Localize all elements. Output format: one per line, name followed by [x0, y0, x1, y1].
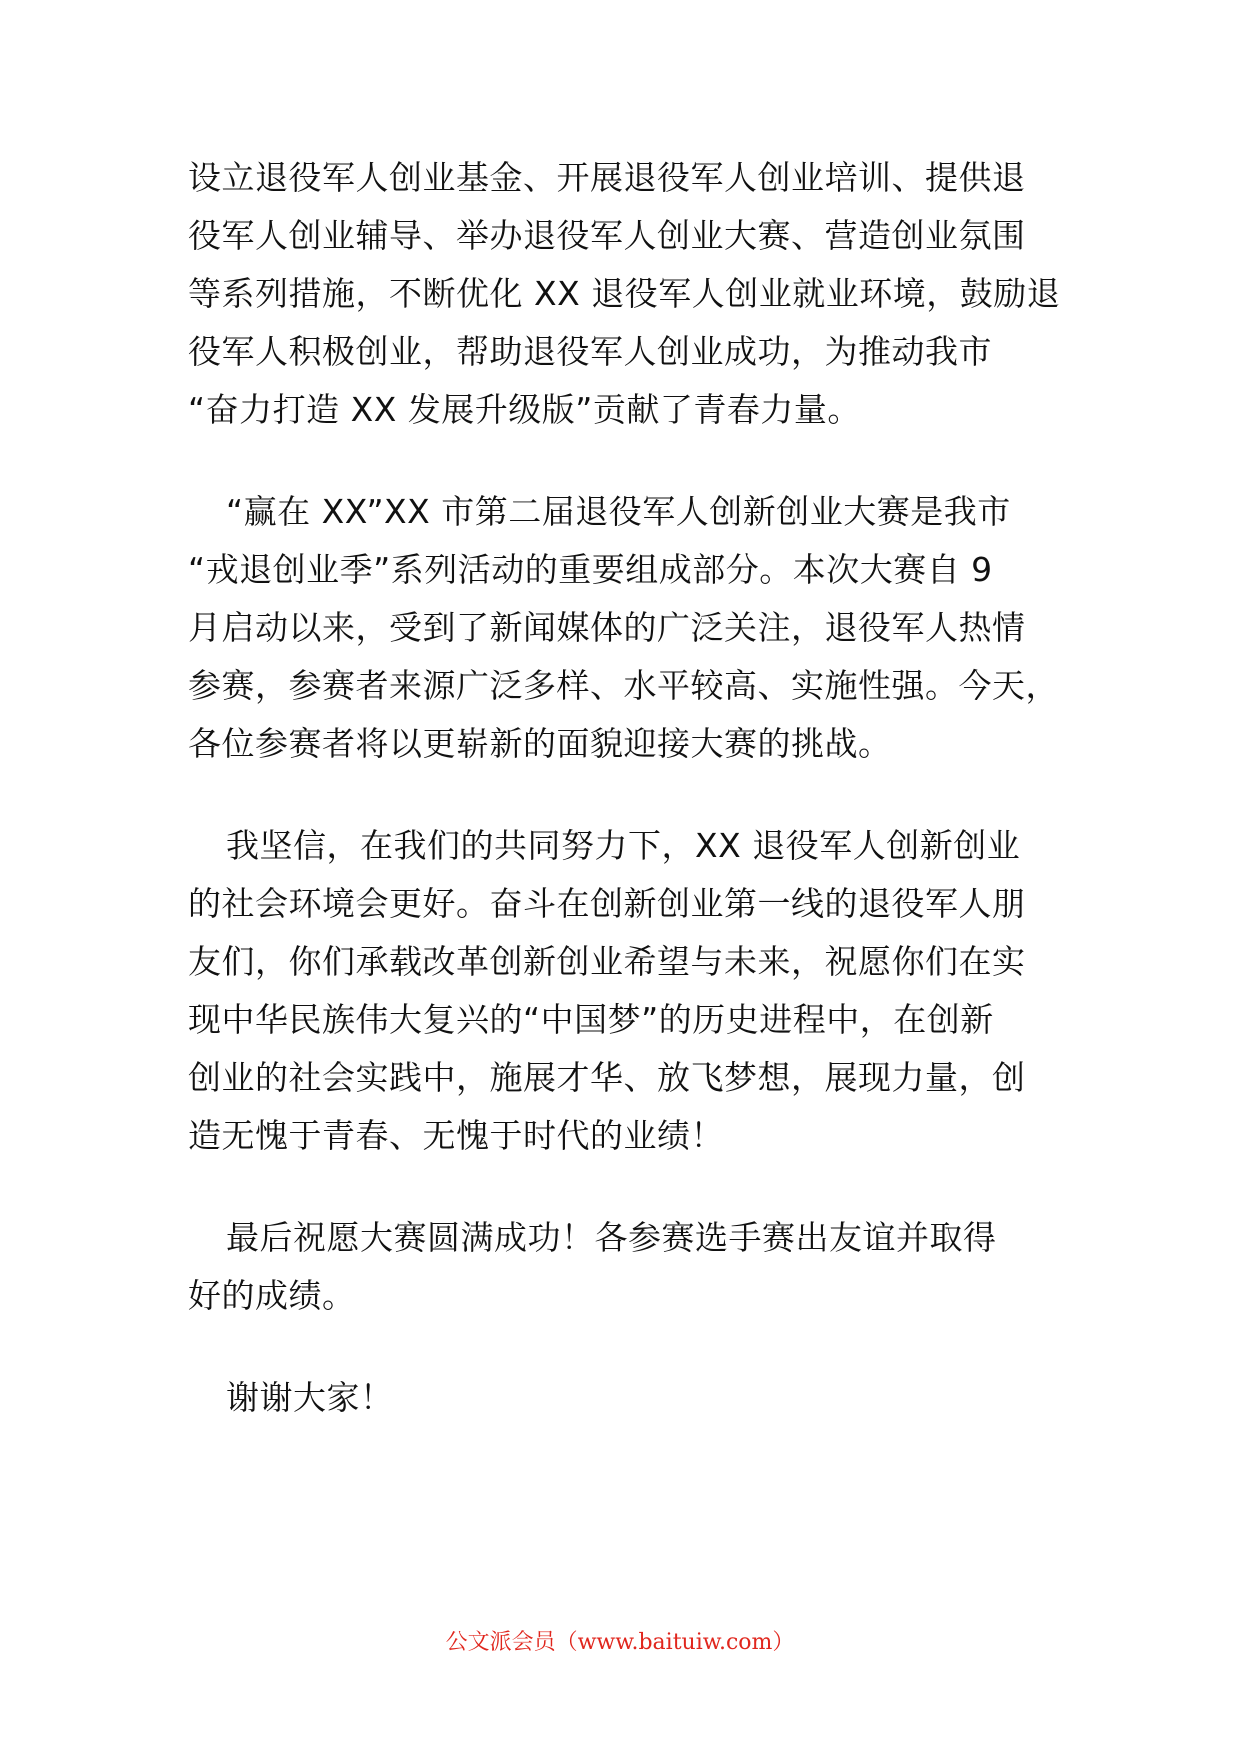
paragraph-2-line-1: “赢在 XX”XX 市第二届退役军人创新创业大赛是我市	[226, 492, 1011, 531]
paragraph-4-line-1: 最后祝愿大赛圆满成功！各参赛选手赛出友谊并取得	[226, 1218, 997, 1257]
paragraph-3-line-1: 我坚信，在我们的共同努力下，XX 退役军人创新创业	[226, 826, 1021, 865]
footer-watermark: 公文派会员（www.baituiw.com）	[445, 1630, 795, 1655]
paragraph-1-line-3: 等系列措施，不断优化 XX 退役军人创业就业环境，鼓励退	[188, 274, 1061, 313]
paragraph-2-line-5: 各位参赛者将以更崭新的面貌迎接大赛的挑战。	[188, 724, 892, 763]
paragraph-3-line-4: 现中华民族伟大复兴的“中国梦”的历史进程中，在创新	[188, 1000, 994, 1039]
paragraph-1-line-5: “奋力打造 XX 发展升级版”贡献了青春力量。	[188, 390, 861, 429]
paragraph-2-line-3: 月启动以来，受到了新闻媒体的广泛关注，退役军人热情	[188, 608, 1026, 647]
paragraph-3-line-5: 创业的社会实践中，施展才华、放飞梦想，展现力量，创	[188, 1058, 1026, 1097]
paragraph-1-line-4: 役军人积极创业，帮助退役军人创业成功，为推动我市	[188, 332, 992, 371]
paragraph-3-line-6: 造无愧于青春、无愧于时代的业绩！	[188, 1116, 724, 1155]
paragraph-1-line-2: 役军人创业辅导、举办退役军人创业大赛、营造创业氛围	[188, 216, 1026, 255]
paragraph-4-line-2: 好的成绩。	[188, 1276, 356, 1315]
paragraph-2-line-2: “戎退创业季”系列活动的重要组成部分。本次大赛自 9	[188, 550, 993, 589]
paragraph-3-line-2: 的社会环境会更好。奋斗在创新创业第一线的退役军人朋	[188, 884, 1026, 923]
paragraph-3-line-3: 友们，你们承载改革创新创业希望与未来，祝愿你们在实	[188, 942, 1026, 981]
paragraph-1-line-1: 设立退役军人创业基金、开展退役军人创业培训、提供退	[188, 158, 1026, 197]
paragraph-5-line-1: 谢谢大家！	[226, 1378, 394, 1417]
paragraph-2-line-4: 参赛，参赛者来源广泛多样、水平较高、实施性强。今天，	[188, 666, 1059, 705]
